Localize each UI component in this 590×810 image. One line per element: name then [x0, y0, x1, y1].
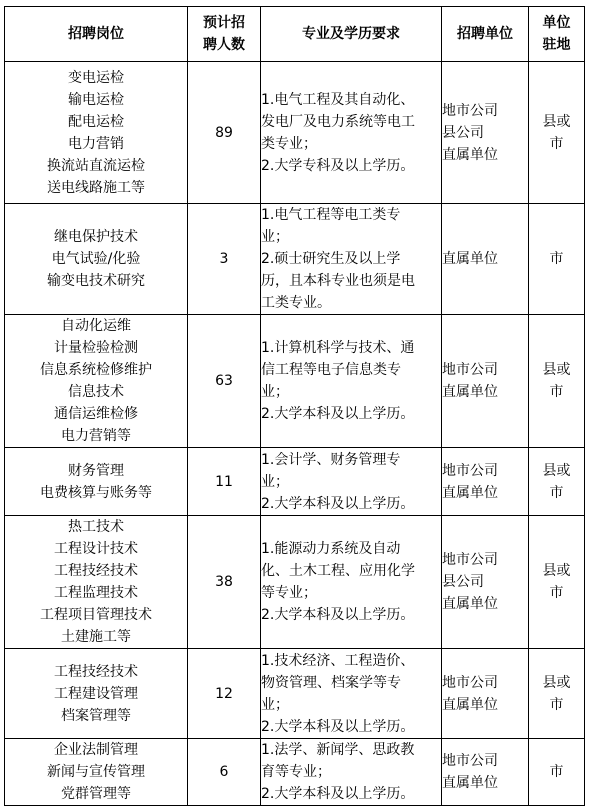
cell-unit-line: 县公司	[442, 574, 484, 590]
cell-positions-line: 信息系统检修维护	[40, 362, 152, 378]
cell-location-line: 市	[549, 251, 564, 267]
cell-positions-line: 党群管理等	[61, 786, 131, 802]
cell-requirements-line: 2.大学本科及以上学历。	[261, 406, 415, 422]
cell-unit	[442, 516, 529, 649]
cell-positions	[5, 315, 188, 448]
cell-positions-line: 电力营销等	[61, 428, 131, 444]
cell-requirements-line: 工类专业。	[261, 295, 331, 311]
cell-unit-line: 地市公司	[442, 362, 498, 378]
cell-requirements-line: 业；	[261, 384, 289, 400]
cell-requirements	[261, 516, 442, 649]
cell-unit	[442, 739, 529, 806]
cell-requirements	[261, 204, 442, 315]
cell-requirements-line: 1.电气工程等电工类专	[261, 207, 401, 223]
cell-requirements-line: 1.法学、新闻学、思政教	[261, 742, 415, 758]
cell-location-line: 县或	[542, 362, 571, 378]
cell-count-value: 12	[215, 685, 233, 702]
cell-unit-line: 直属单位	[442, 146, 498, 163]
cell-unit-line: 地市公司	[442, 102, 498, 119]
cell-count	[188, 739, 261, 806]
cell-count	[188, 448, 261, 516]
cell-location-line: 市	[549, 484, 564, 501]
cell-unit	[442, 315, 529, 448]
cell-positions	[5, 516, 188, 649]
cell-count-value: 6	[219, 764, 229, 780]
cell-count-value: 63	[215, 373, 233, 389]
cell-requirements-line: 1.能源动力系统及自动	[261, 541, 401, 557]
recruitment-table	[4, 6, 585, 806]
cell-unit	[442, 204, 529, 315]
cell-positions	[5, 62, 188, 204]
cell-requirements	[261, 62, 442, 204]
cell-unit-line: 地市公司	[442, 462, 498, 479]
header-count: 预计招 聘人数	[188, 7, 261, 62]
cell-unit	[442, 649, 529, 739]
table-row	[5, 649, 585, 739]
cell-count-value: 3	[219, 251, 229, 267]
cell-positions	[5, 448, 188, 516]
cell-positions-line: 电力营销	[68, 135, 124, 152]
cell-requirements-line: 2.大学本科及以上学历。	[261, 495, 415, 512]
cell-unit-line: 直属单位	[442, 251, 498, 267]
cell-requirements-line: 1.电气工程及其自动化、	[261, 91, 415, 108]
cell-unit-line: 县公司	[442, 124, 484, 141]
cell-location-line: 县或	[542, 113, 571, 130]
cell-requirements-line: 业；	[261, 229, 289, 245]
header-row	[5, 7, 585, 62]
cell-positions-line: 新闻与宣传管理	[47, 764, 145, 780]
cell-requirements	[261, 739, 442, 806]
cell-unit-line: 直属单位	[442, 596, 498, 612]
cell-location	[529, 62, 585, 204]
cell-count	[188, 649, 261, 739]
cell-requirements-line: 业；	[261, 473, 289, 490]
cell-location-line: 市	[549, 135, 564, 152]
cell-requirements	[261, 448, 442, 516]
header-requirements: 专业及学历要求	[261, 7, 442, 62]
cell-unit-line: 地市公司	[442, 753, 498, 769]
cell-location-line: 市	[549, 384, 564, 400]
cell-positions-line: 变电运检	[68, 69, 124, 86]
cell-requirements-line: 2.大学本科及以上学历。	[261, 607, 415, 623]
cell-requirements-line: 发电厂及电力系统等电工	[261, 113, 415, 130]
cell-requirements-line: 2.大学本科及以上学历。	[261, 786, 415, 802]
table-row	[5, 315, 585, 448]
cell-positions-line: 企业法制管理	[54, 742, 138, 758]
header-position: 招聘岗位	[5, 7, 188, 62]
cell-positions-line: 换流站直流运检	[47, 157, 145, 174]
table-body	[5, 62, 585, 806]
cell-location-line: 县或	[542, 674, 571, 691]
cell-positions-line: 继电保护技术	[54, 229, 138, 245]
cell-unit-line: 地市公司	[442, 552, 498, 568]
cell-location	[529, 448, 585, 516]
cell-positions	[5, 649, 188, 739]
table-row	[5, 739, 585, 806]
cell-count	[188, 204, 261, 315]
cell-requirements-line: 育等专业；	[261, 764, 331, 780]
cell-unit	[442, 448, 529, 516]
cell-count-value: 89	[215, 124, 233, 141]
cell-positions-line: 信息技术	[68, 384, 124, 400]
cell-positions-line: 通信运维检修	[54, 406, 138, 422]
cell-positions-line: 档案管理等	[61, 707, 131, 724]
cell-positions-line: 工程建设管理	[54, 685, 138, 702]
cell-positions-line: 电气试验/化验	[51, 251, 141, 267]
table-row	[5, 516, 585, 649]
cell-location-line: 市	[549, 764, 564, 780]
cell-unit-line: 直属单位	[442, 696, 498, 713]
cell-positions-line: 输变电技术研究	[47, 273, 145, 289]
cell-positions-line: 工程技经技术	[54, 563, 138, 579]
cell-positions-line: 工程监理技术	[54, 585, 138, 601]
cell-requirements-line: 2.大学本科及以上学历。	[261, 718, 415, 735]
cell-positions-line: 配电运检	[68, 113, 124, 130]
cell-requirements-line: 2.硕士研究生及以上学	[261, 251, 401, 267]
cell-count-value: 11	[215, 473, 233, 490]
cell-positions-line: 热工技术	[68, 519, 124, 535]
cell-positions-line: 电费核算与账务等	[40, 484, 152, 501]
cell-positions-line: 输电运检	[68, 91, 124, 108]
cell-location	[529, 649, 585, 739]
cell-requirements	[261, 315, 442, 448]
cell-unit-line: 直属单位	[442, 484, 498, 501]
cell-location	[529, 516, 585, 649]
cell-requirements-line: 业；	[261, 696, 289, 713]
cell-requirements-line: 1.会计学、财务管理专	[261, 451, 401, 468]
cell-location	[529, 204, 585, 315]
cell-requirements-line: 类专业；	[261, 135, 317, 152]
table-row	[5, 204, 585, 315]
cell-positions	[5, 739, 188, 806]
cell-requirements-line: 历，且本科专业也须是电	[261, 273, 415, 289]
cell-requirements	[261, 649, 442, 739]
cell-requirements-line: 2.大学专科及以上学历。	[261, 157, 415, 174]
cell-location-line: 县或	[542, 462, 571, 479]
cell-count	[188, 315, 261, 448]
cell-positions-line: 送电线路施工等	[47, 179, 145, 196]
cell-location-line: 市	[549, 585, 564, 601]
cell-positions-line: 土建施工等	[61, 629, 131, 645]
header-location: 单位 驻地	[529, 7, 585, 62]
cell-positions-line: 自动化运维	[61, 318, 131, 334]
table-row	[5, 448, 585, 516]
cell-location-line: 市	[549, 696, 564, 713]
cell-location	[529, 739, 585, 806]
cell-requirements-line: 信工程等电子信息类专	[261, 362, 401, 378]
cell-requirements-line: 1.技术经济、工程造价、	[261, 652, 415, 669]
cell-unit-line: 地市公司	[442, 674, 498, 691]
cell-count	[188, 62, 261, 204]
cell-count-value: 38	[215, 574, 233, 590]
cell-requirements-line: 物资管理、档案学等专	[261, 674, 401, 691]
cell-location	[529, 315, 585, 448]
cell-positions-line: 工程技经技术	[54, 663, 138, 680]
cell-unit-line: 直属单位	[442, 384, 498, 400]
cell-positions-line: 财务管理	[68, 462, 124, 479]
cell-requirements-line: 1.计算机科学与技术、通	[261, 340, 415, 356]
cell-unit-line: 直属单位	[442, 775, 498, 791]
cell-unit	[442, 62, 529, 204]
header-unit: 招聘单位	[442, 7, 529, 62]
cell-positions-line: 工程项目管理技术	[40, 607, 152, 623]
cell-positions	[5, 204, 188, 315]
cell-positions-line: 计量检验检测	[54, 340, 138, 356]
cell-location-line: 县或	[542, 563, 571, 579]
cell-positions-line: 工程设计技术	[54, 541, 138, 557]
cell-requirements-line: 化、土木工程、应用化学	[261, 563, 415, 579]
cell-count	[188, 516, 261, 649]
cell-requirements-line: 等专业；	[261, 585, 317, 601]
table-row	[5, 62, 585, 204]
